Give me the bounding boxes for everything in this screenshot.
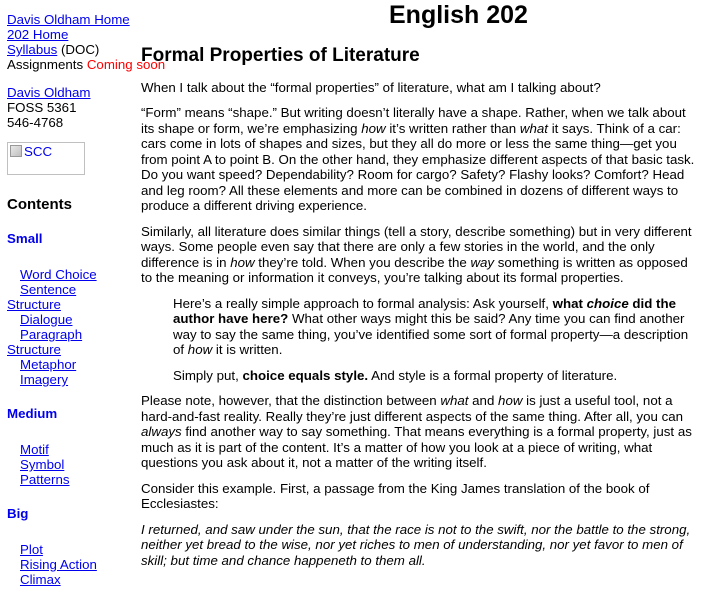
nav-imagery[interactable]: Imagery [20, 372, 69, 387]
scc-logo-image[interactable] [7, 142, 85, 175]
section-heading-medium: Medium [7, 406, 58, 421]
paragraph-similarly [141, 224, 697, 286]
section-heading-big: Big [7, 506, 29, 521]
scc-alt-text: SCC [24, 144, 53, 159]
emphasis-always: always [141, 424, 182, 439]
davis-oldham-home-link[interactable]: Davis Oldham Home [7, 12, 130, 27]
nav-word-choice[interactable]: Word Choice [20, 267, 97, 282]
quote-approach [173, 296, 697, 358]
text-run: it says. Think of a car: cars come in lots of shapes and sizes, but they all do more or less the same thing—get you from point A to point B. On the other hand, they emphasize different aspects of that basic task. Do you want speed? Dependability? Room for cargo? Safety? Flashy looks? Comfort? Head and leg room? All these elements and more can be combined in dozens of different ways to produce a different driving experience. [141, 120, 695, 213]
text-run: and [468, 393, 499, 408]
text-run: it is written. [212, 342, 283, 357]
contact-name-link[interactable]: Davis Oldham [7, 85, 91, 100]
contents-heading: Contents [7, 196, 72, 213]
office-text: FOSS 5361 [7, 100, 77, 115]
nav-plot[interactable]: Plot [20, 542, 43, 557]
nav-dialogue[interactable]: Dialogue [20, 312, 73, 327]
nav-motif[interactable]: Motif [20, 442, 49, 457]
article-heading: Formal Properties of Literature [141, 45, 420, 66]
paragraph-ecclesiastes-quote [141, 522, 697, 569]
text-run: what [552, 295, 587, 311]
syllabus-link[interactable]: Syllabus [7, 42, 58, 57]
text-run: something is written as opposed to the meaning or information it conveys, you’re talking about its formal properties. [141, 254, 688, 285]
bold-choice-style: choice equals style. [242, 367, 369, 383]
phone-text: 546-4768 [7, 115, 64, 130]
quote-style [173, 368, 697, 384]
assignments-line [7, 57, 166, 72]
nav-patterns[interactable]: Patterns [20, 472, 70, 487]
text-run: did the author have here? [173, 295, 677, 326]
emphasis-choice: choice [586, 295, 629, 311]
text-run: find another way to say something. That means everything is a formal property, just as much as it is part of the content. It’s a matter of how you look at a piece of writing, what questions you ask about it, not a matter of the writing itself. [141, 424, 692, 470]
blockquote-choice [173, 296, 697, 384]
paragraph-example: Consider this example. First, a passage from the King James translation of the book of Ecclesiastes: [141, 480, 650, 511]
text-run: Similarly, all literature does similar things (tell a story, describe something) but in very different ways. Some people even say that there are only a few stories in the world, and the only difference is in [141, 223, 692, 270]
text-run: Please note, however, that the distinction between [141, 393, 441, 408]
broken-image-icon [10, 145, 22, 157]
nav-sentence-structure-cont[interactable]: Structure [7, 297, 61, 312]
paragraph-form-shape [141, 105, 697, 214]
nav-sentence-structure[interactable]: Sentence [20, 282, 77, 297]
assignments-label: Assignments [7, 57, 87, 72]
nav-paragraph-structure[interactable]: Paragraph [20, 327, 83, 342]
nav-paragraph-structure-cont[interactable]: Structure [7, 342, 61, 357]
emphasis-how: how [187, 342, 213, 357]
text-run: they’re told. When you describe the [254, 254, 471, 270]
emphasis-how: how [361, 120, 386, 136]
paragraph-note [141, 393, 697, 471]
text-run: And style is a formal property of literature. [368, 367, 618, 383]
emphasis-how: how [230, 254, 255, 270]
ecclesiastes-quote: I returned, and saw under the sun, that the race is not to the swift, nor the battle to the strong, neither yet bread to the wise, nor yet riches to men of understanding, nor yet favor to men of skill; but time and chance happeneth to them all. [141, 521, 691, 568]
text-run: it’s written rather than [385, 120, 520, 136]
nav-climax[interactable]: Climax [20, 572, 61, 587]
text-run: “Form” means “shape.” But writing doesn’t literally have a shape. Rather, when we talk about its shape or form, we’re emphasizing [141, 105, 686, 136]
section-heading-small: Small [7, 231, 43, 246]
nav-metaphor[interactable]: Metaphor [20, 357, 77, 372]
nav-symbol[interactable]: Symbol [20, 457, 65, 472]
emphasis-way: way [470, 254, 495, 270]
emphasis-what: what [440, 393, 469, 408]
page-title: English 202 [389, 1, 528, 29]
emphasis-how: how [498, 393, 523, 408]
text-run: Here’s a really simple approach to formal analysis: Ask yourself, [173, 295, 553, 311]
coming-soon-text: Coming soon [86, 57, 166, 72]
text-run: Simply put, [173, 367, 243, 383]
text-run: What other ways might this be said? Any time you can find another way to say the same thing, you’ve identified some sort of formal property—a description of [173, 311, 689, 357]
course-home-link[interactable]: 202 Home [7, 27, 69, 42]
article-body [141, 44, 697, 578]
emphasis-what: what [519, 120, 548, 136]
paragraph-intro: When I talk about the “formal properties” of literature, what am I talking about? [141, 79, 601, 95]
text-run: is just a useful tool, not a hard-and-fast reality. Really they’re just different aspects of the same thing. After all, you can [141, 393, 684, 424]
nav-rising-action[interactable]: Rising Action [20, 557, 97, 572]
syllabus-type: (DOC) [57, 42, 100, 57]
